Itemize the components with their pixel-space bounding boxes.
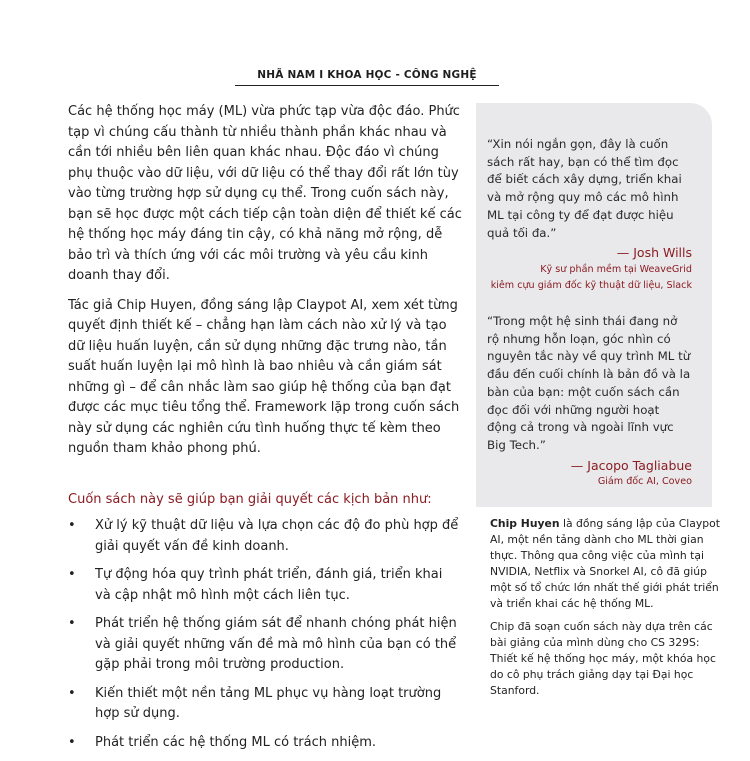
- bio-paragraph: [490, 516, 720, 611]
- list-item: [68, 565, 462, 606]
- endorsement-quote: [487, 136, 692, 294]
- list-item-text: Tự động hóa quy trình phát triển, đánh giá, triển khai và cập nhật mô hình một cách liên tục.: [95, 567, 443, 603]
- quote-text: “Xin nói ngắn gọn, đây là cuốn sách rất hay, bạn có thể tìm đọc để biết cách xây dựng, triển khai và mở rộng quy mô các mô hình ML tại công ty để đạt được hiệu quả tối đa.”: [487, 137, 682, 240]
- bio-paragraph: Chip đã soạn cuốn sách này dựa trên các bài giảng của mình dùng cho CS 329S: Thiết kế hệ thống học máy, một khóa học do cô phụ trách giảng dạy tại Đại học Stanford.: [490, 620, 716, 698]
- bullet-icon: •: [68, 616, 76, 631]
- bullet-icon: •: [68, 518, 76, 533]
- imprint-header: NHÃ NAM I KHOA HỌC - CÔNG NGHỆ: [235, 69, 499, 86]
- quote-author: — Jacopo Tagliabue: [570, 457, 692, 473]
- scenarios-lead: Cuốn sách này sẽ giúp bạn giải quyết các kịch bản như:: [68, 491, 432, 507]
- intro-paragraph: Các hệ thống học máy (ML) vừa phức tạp vừa độc đáo. Phức tạp vì chúng cấu thành từ nhiều thành phần khác nhau và cần tới nhiều bên liên quan khác nhau. Độc đáo vì chúng phụ thuộc vào dữ liệu, với dữ liệu có thể thay đổi rất lớn tùy vào từng trường hợp sử dụng cụ thể. Trong cuốn sách này, bạn sẽ học được một cách tiếp cận toàn diện để thiết kế các hệ thống học máy đáng tin cậy, có khả năng mở rộng, dễ bảo trì và thích ứng với các môi trường và yêu cầu kinh doanh thay đổi.: [68, 104, 462, 283]
- list-item-text: Phát triển hệ thống giám sát để nhanh chóng phát hiện và giải quyết những vấn đề mà mô hình của bạn có thể gặp phải trong môi trường production.: [95, 616, 457, 672]
- scenario-list: [68, 516, 462, 753]
- quote-text: “Trong một hệ sinh thái đang nở rộ nhưng hỗn loạn, góc nhìn có nguyên tắc này về quy trình ML từ đầu đến cuối chính là bản đồ và la bàn của bạn: một cuốn sách cần đọc đối với những người hoạt động cả trong và ngoài lĩnh vực Big Tech.”: [487, 314, 691, 452]
- bullet-icon: •: [68, 685, 76, 701]
- quote-author-role: kiêm cựu giám đốc kỹ thuật dữ liệu, Slack: [490, 279, 692, 291]
- list-item-text: Xử lý kỹ thuật dữ liệu và lựa chọn các độ đo phù hợp để giải quyết vấn đề kinh doanh.: [95, 518, 459, 554]
- quote-author-role: Kỹ sư phần mềm tại WeaveGrid: [540, 263, 692, 275]
- quote-author-role: Giám đốc AI, Coveo: [597, 476, 692, 488]
- endorsement-quote: [487, 313, 692, 490]
- quote-attribution: [487, 457, 692, 491]
- list-item-text: Kiến thiết một nền tảng ML phục vụ hàng loạt trường hợp sử dụng.: [95, 685, 442, 721]
- author-paragraph: Tác giả Chip Huyen, đồng sáng lập Claypot AI, xem xét từng quyết định thiết kế – chẳng hạn làm cách nào xử lý và tạo dữ liệu huấn luyện, cần sử dụng những đặc trưng nào, tần suất huấn luyện lại mô hình là bao nhiêu và cần giám sát những gì – để cân nhắc làm sao giúp hệ thống của bạn đạt được các mục tiêu tổng thể. Framework lặp trong cuốn sách này sử dụng các nghiên cứu tình huống thực tế kèm theo nguồn tham khảo phong phú.: [68, 297, 460, 456]
- list-item: [68, 516, 462, 557]
- list-item: [68, 684, 462, 725]
- bullet-icon: •: [68, 734, 76, 750]
- quote-author: — Josh Wills: [616, 245, 692, 261]
- bullet-icon: •: [68, 567, 76, 582]
- author-name: Chip Huyen: [490, 517, 560, 530]
- list-item: [68, 614, 462, 676]
- quote-attribution: [487, 244, 692, 294]
- main-description: [68, 102, 462, 761]
- list-item-text: Phát triển các hệ thống ML có trách nhiệm.: [95, 734, 377, 750]
- author-bio: [490, 516, 720, 707]
- bio-text: là đồng sáng lập của Claypot AI, một nền tảng dành cho ML thời gian thực. Thông qua công việc của mình tại NVIDIA, Netflix và Snorkel AI, cô đã giúp một số tổ chức lớn nhất thế giới phát triển và triển khai các hệ thống ML.: [490, 517, 720, 610]
